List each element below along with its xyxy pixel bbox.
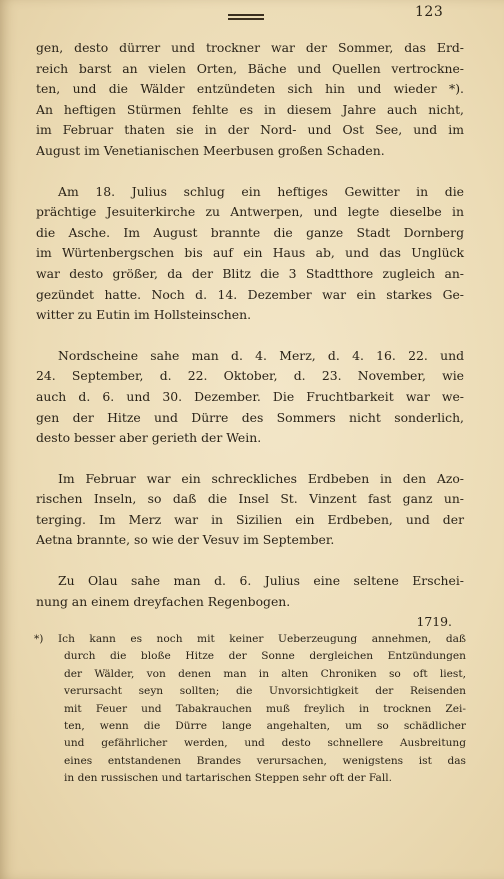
footnote-line: *) Ich kann es noch mit keiner Ueberzeugung annehmen, daß [34,633,466,645]
text-line: 24. September, d. 22. Oktober, d. 23. November, wie [36,368,464,384]
body-text [36,38,464,633]
paragraph [36,571,464,612]
text-line: gen, desto dürrer und trockner war der Sommer, das Erd- [36,40,464,55]
text-line: reich barst an vielen Orten, Bäche und Quellen vertrockne- [36,60,464,76]
paragraph [36,469,464,551]
text-line: An heftigen Stürmen fehlte es in diesem Jahre auch nicht, [36,101,464,117]
footnote-line: eines entstandenen Brandes verursachen, wenigstens ist das [64,754,466,767]
text-line: im Februar thaten sie in der Nord- und Ost See, und im [36,122,464,138]
paragraph-gap [36,449,464,469]
paragraph-gap [36,162,464,182]
text-line: im Würtenbergschen bis auf ein Haus ab, und das Unglück [36,245,464,261]
text-line: die Asche. Im August brannte die ganze Stadt Dornberg [36,224,464,240]
footnote-line: der Wälder, von denen man in alten Chroniken so oft liest, [64,667,466,680]
footnote-line: mit Feuer und Tabakrauchen muß freylich in trocknen Zei- [64,702,466,715]
text-line: nung an einem dreyfachen Regenbogen. [36,593,291,609]
paragraph-gap [36,551,464,571]
paragraph [36,182,464,326]
paragraph [36,38,464,162]
text-line: auch d. 6. und 30. Dezember. Die Fruchtbarkeit war we- [36,388,464,404]
footnote-line: durch die bloße Hitze der Sonne dergleichen Entzündungen [64,650,466,663]
paragraph-gap [36,326,464,346]
text-line: desto besser aber gerieth der Wein. [36,430,262,446]
text-line: witter zu Eutin im Hollsteinschen. [36,307,252,323]
footnote-line: ten, wenn die Dürre lange angehalten, um so schädlicher [64,720,466,733]
text-line: August im Venetianischen Meerbusen großen Schaden. [36,142,385,158]
paragraph [36,346,464,449]
text-line: Am 18. Julius schlug ein heftiges Gewitter in die [58,183,464,199]
text-line: Nordscheine sahe man d. 4. Merz, d. 4. 16. 22. und [58,347,464,363]
footnote [34,631,466,788]
text-line: ten, und die Wälder entzündeten sich hin und wieder *). [36,81,464,97]
footnote-line: verursacht seyn sollten; die Unvorsichtigkeit der Reisenden [64,685,466,698]
text-line: Im Februar war ein schreckliches Erdbeben in den Azo- [58,470,464,486]
page-number: 123 [415,4,444,20]
text-line: rischen Inseln, so daß die Insel St. Vinzent fast ganz un- [36,491,464,507]
text-line: Zu Olau sahe man d. 6. Julius eine seltene Erschei- [58,573,464,589]
header-rule [228,14,264,20]
year-heading: 1719. [416,614,452,630]
text-line: Aetna brannte, so wie der Vesuv im September. [36,532,335,548]
text-line: terging. Im Merz war in Sizilien ein Erdbeben, und der [36,511,464,527]
text-line: prächtige Jesuiterkirche zu Antwerpen, und legte dieselbe in [36,204,464,220]
footnote-line: und gefährlicher werden, und desto schnellere Ausbreitung [64,737,466,750]
text-line: gen der Hitze und Dürre des Sommers nicht sonderlich, [36,409,464,425]
footnote-line: in den russischen und tartarischen Steppen sehr oft der Fall. [64,772,392,785]
text-line: war desto größer, da der Blitz die 3 Stadtthore zugleich an- [36,265,464,281]
text-line: gezündet hatte. Noch d. 14. Dezember war ein starkes Ge- [36,286,464,302]
